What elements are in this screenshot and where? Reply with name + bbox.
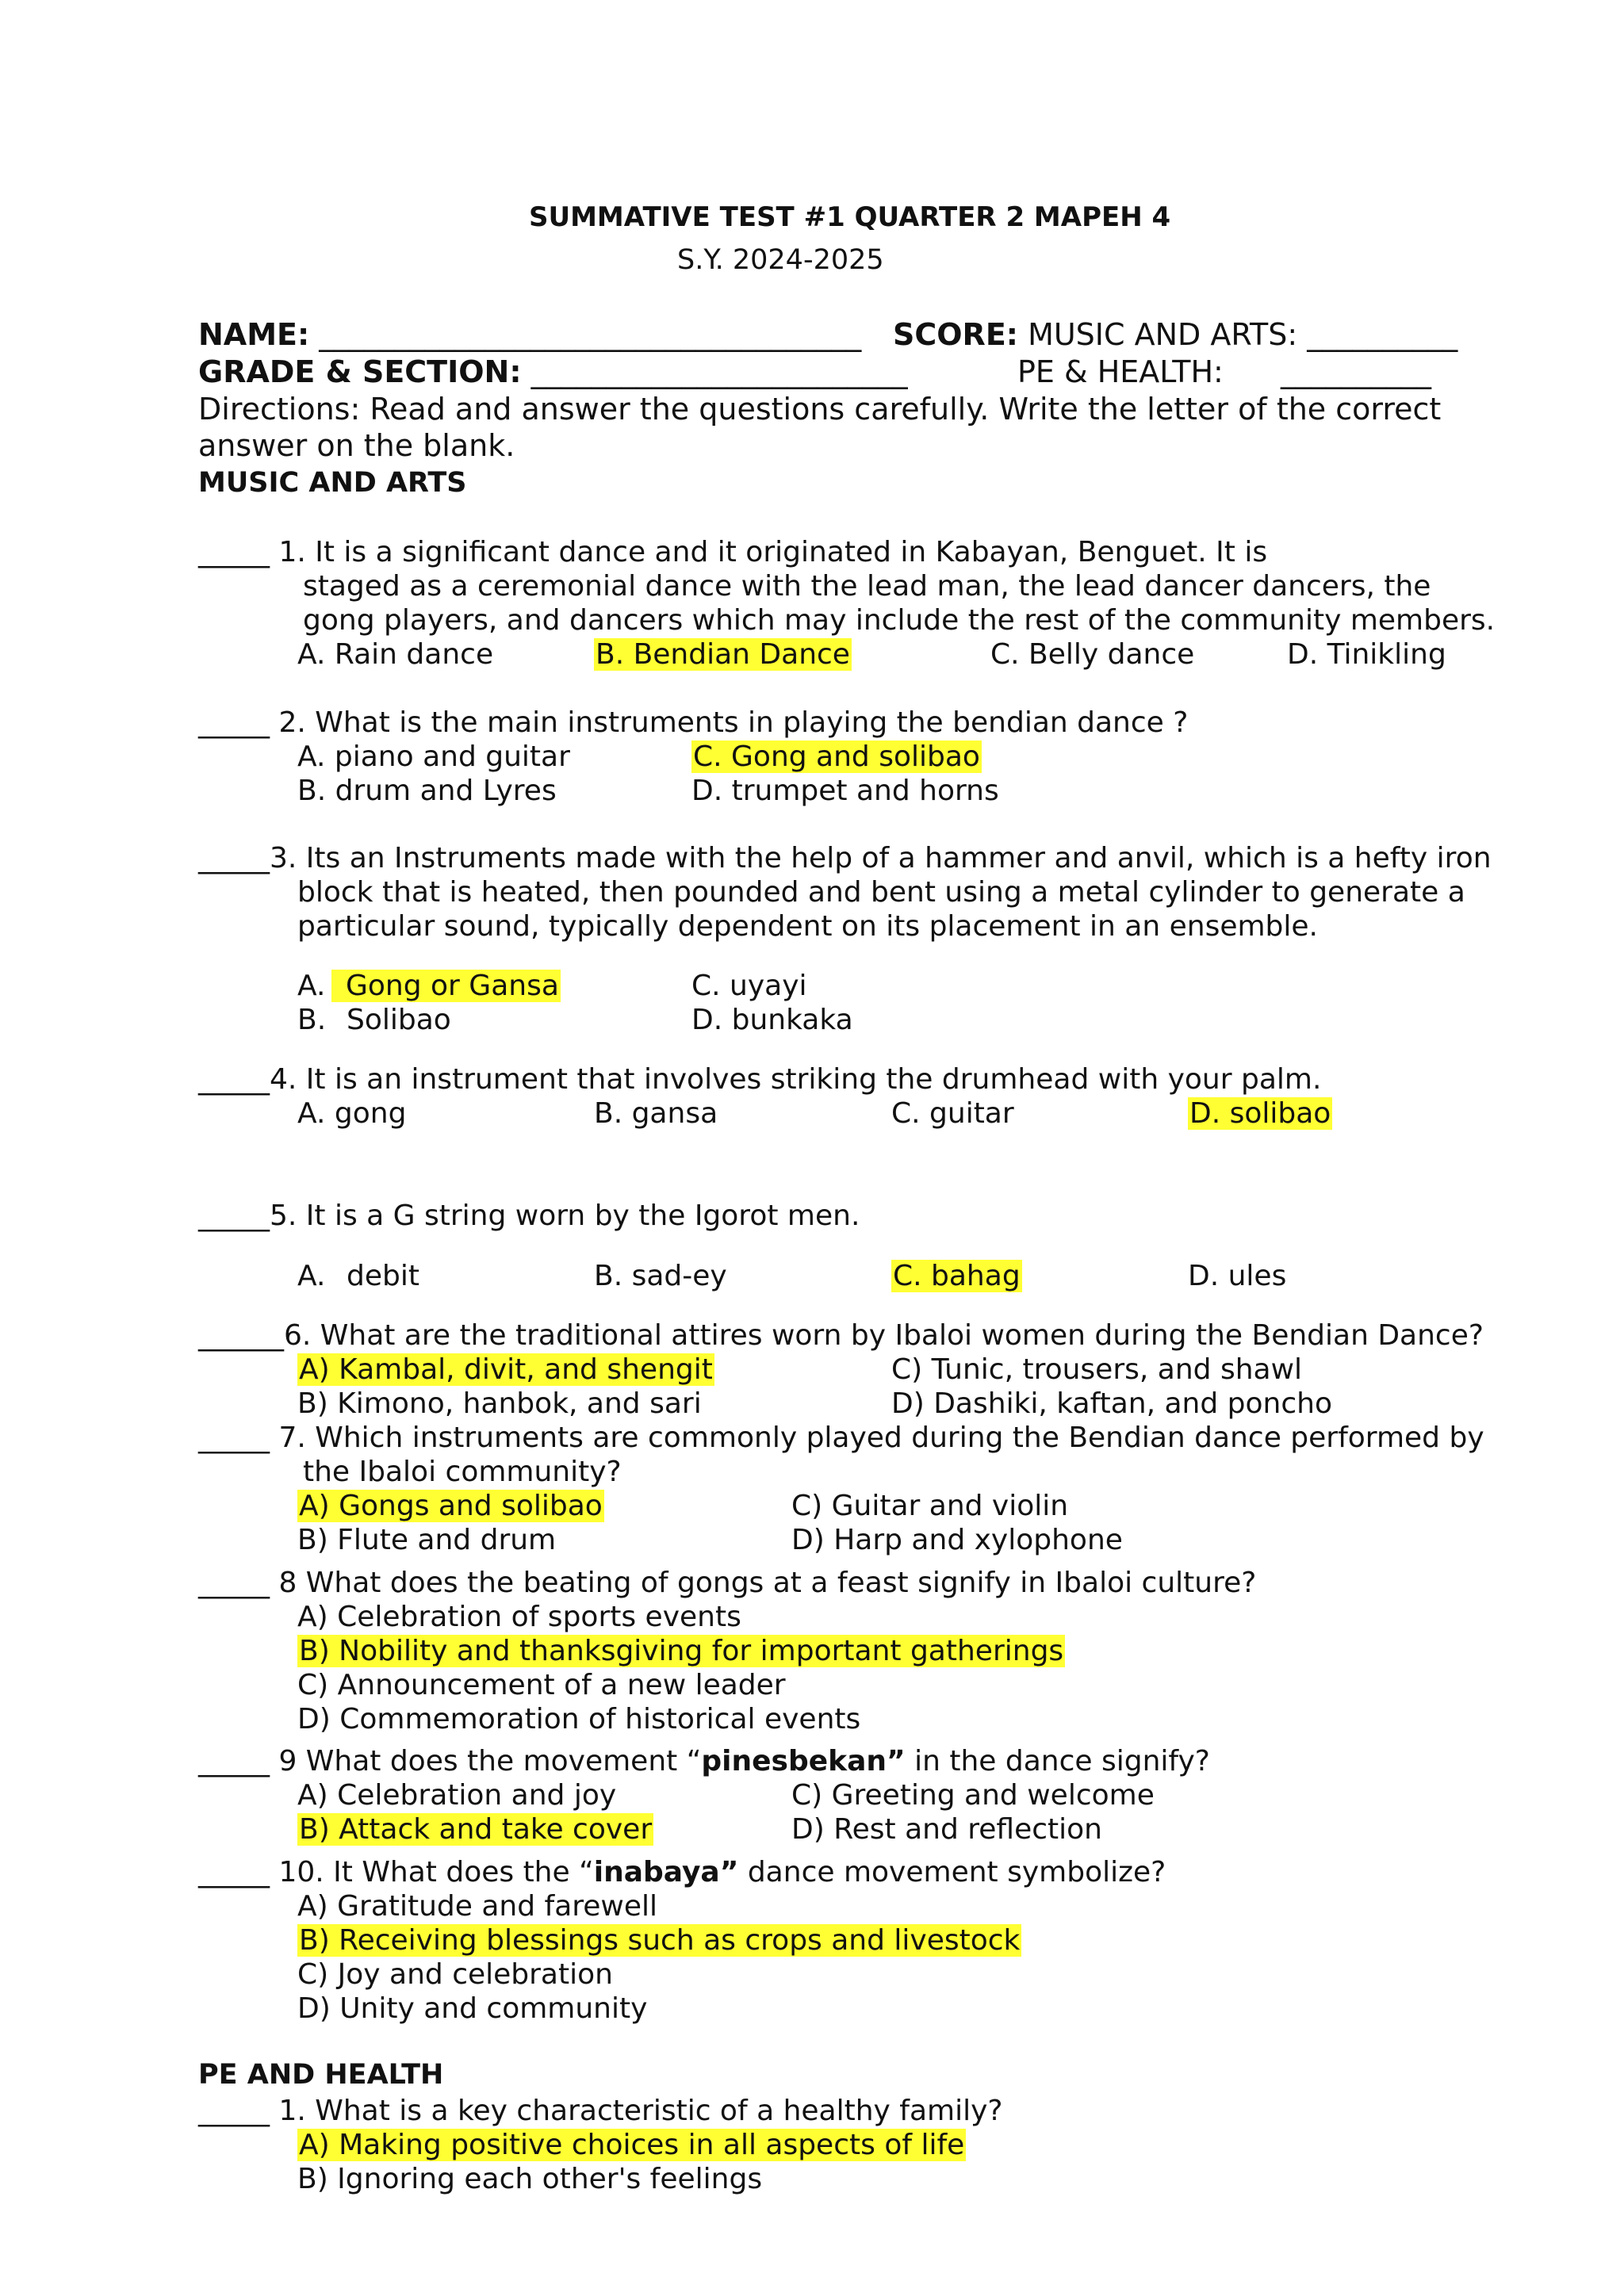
q10-term: inabaya”: [593, 1856, 739, 1888]
name-blank[interactable]: ____________________________________: [319, 317, 862, 352]
q4-option-b: B. gansa: [594, 1097, 718, 1130]
q3-option-b: Solibao: [347, 1004, 451, 1036]
q3-line-2: block that is heated, then pounded and bent using a metal cylinder to generate a: [297, 876, 1465, 909]
pe1-line-1: _____ 1. What is a key characteristic of a healthy family?: [198, 2095, 1003, 2127]
pe1-option-a: A) Making positive choices in all aspects of life: [299, 2129, 965, 2161]
q9-term: pinesbekan”: [701, 1745, 906, 1777]
q9-text-post: in the dance signify?: [905, 1745, 1210, 1777]
name-label: NAME:: [198, 317, 310, 352]
q1-line-1: _____ 1. It is a significant dance and it originated in Kabayan, Benguet. It is: [198, 536, 1268, 568]
q7-option-b: B) Flute and drum: [297, 1524, 557, 1556]
section-music-arts: MUSIC AND ARTS: [198, 467, 467, 499]
pe-health-score-blank[interactable]: __________: [1281, 354, 1431, 389]
q3-option-b-letter: B.: [297, 1004, 327, 1036]
pe-health-score-label: PE & HEALTH:: [1017, 354, 1224, 389]
q10-option-a: A) Gratitude and farewell: [297, 1890, 658, 1923]
q7-line-2: the Ibaloi community?: [303, 1456, 622, 1488]
q3-option-a-letter: A.: [297, 970, 326, 1002]
q6-option-a: A) Kambal, divit, and shengit: [299, 1353, 713, 1386]
q3-option-c: C. uyayi: [691, 970, 807, 1002]
q1-option-d: D. Tinikling: [1287, 638, 1446, 671]
q8-option-b: B) Nobility and thanksgiving for important gatherings: [299, 1635, 1064, 1667]
directions-line-1: Directions: Read and answer the questions carefully. Write the letter of the correct: [198, 392, 1442, 427]
q9-option-a: A) Celebration and joy: [297, 1779, 617, 1812]
grade-blank[interactable]: _________________________: [530, 354, 908, 389]
q8-option-a: A) Celebration of sports events: [297, 1601, 741, 1633]
q5-line-1: _____5. It is a G string worn by the Igorot men.: [198, 1200, 860, 1232]
score-row: [893, 317, 1457, 352]
q2-option-b: B. drum and Lyres: [297, 775, 557, 807]
q10-option-b: B) Receiving blessings such as crops and livestock: [299, 1924, 1021, 1957]
q7-option-c: C) Guitar and violin: [791, 1490, 1069, 1522]
q6-line-1: ______6. What are the traditional attires worn by Ibaloi women during the Bendian Dance?: [198, 1319, 1484, 1352]
q10-line-1: [198, 1855, 1166, 1889]
q10-text-post: dance movement symbolize?: [738, 1856, 1166, 1888]
q6-option-c: C) Tunic, trousers, and shawl: [891, 1353, 1303, 1386]
name-row: [198, 317, 861, 352]
q3-line-3: particular sound, typically dependent on its placement in an ensemble.: [297, 910, 1318, 943]
grade-label: GRADE & SECTION:: [198, 354, 522, 389]
q5-option-a-letter: A.: [297, 1260, 326, 1292]
q9-option-b: B) Attack and take cover: [299, 1813, 653, 1846]
q1-option-a: A. Rain dance: [297, 638, 494, 671]
q5-option-a: debit: [347, 1260, 419, 1292]
q7-line-1: _____ 7. Which instruments are commonly played during the Bendian dance performed by: [198, 1422, 1484, 1454]
q2-line-1: _____ 2. What is the main instruments in playing the bendian dance ?: [198, 706, 1189, 739]
q6-option-b: B) Kimono, hanbok, and sari: [297, 1387, 702, 1420]
school-year: S.Y. 2024-2025: [677, 244, 884, 276]
q9-text-pre: _____ 9 What does the movement “: [198, 1745, 702, 1777]
q7-option-a: A) Gongs and solibao: [299, 1490, 603, 1522]
q8-option-c: C) Announcement of a new leader: [297, 1669, 786, 1701]
q5-option-d: D. ules: [1188, 1260, 1287, 1292]
q4-option-d: D. solibao: [1189, 1097, 1331, 1130]
q3-option-d: D. bunkaka: [691, 1004, 853, 1036]
q9-line-1: [198, 1744, 1210, 1778]
q9-option-d: D) Rest and reflection: [791, 1813, 1102, 1846]
q8-option-d: D) Commemoration of historical events: [297, 1703, 861, 1735]
page-title: SUMMATIVE TEST #1 QUARTER 2 MAPEH 4: [529, 201, 1171, 233]
grade-row: [198, 354, 908, 389]
q3-option-a: Gong or Gansa: [331, 970, 561, 1002]
q4-line-1: _____4. It is an instrument that involves striking the drumhead with your palm.: [198, 1063, 1322, 1096]
pe1-option-b: B) Ignoring each other's feelings: [297, 2163, 763, 2195]
score-label: SCORE:: [893, 317, 1018, 352]
q6-option-d: D) Dashiki, kaftan, and poncho: [891, 1387, 1332, 1420]
q10-text-pre: _____ 10. It What does the “: [198, 1856, 594, 1888]
q8-line-1: _____ 8 What does the beating of gongs at a feast signify in Ibaloi culture?: [198, 1567, 1257, 1599]
q10-option-c: C) Joy and celebration: [297, 1958, 613, 1991]
q2-option-d: D. trumpet and horns: [691, 775, 999, 807]
music-arts-score[interactable]: MUSIC AND ARTS: __________: [1028, 317, 1458, 352]
q1-line-3: gong players, and dancers which may include the rest of the community members.: [303, 604, 1496, 637]
q4-option-c: C. guitar: [891, 1097, 1014, 1130]
q3-line-1: _____3. Its an Instruments made with the help of a hammer and anvil, which is a hefty iron: [198, 842, 1492, 874]
q9-option-c: C) Greeting and welcome: [791, 1779, 1155, 1812]
q1-line-2: staged as a ceremonial dance with the lead man, the lead dancer dancers, the: [303, 570, 1431, 603]
directions-line-2: answer on the blank.: [198, 428, 515, 463]
q5-option-b: B. sad-ey: [594, 1260, 727, 1292]
q4-option-a: A. gong: [297, 1097, 407, 1130]
q7-option-d: D) Harp and xylophone: [791, 1524, 1123, 1556]
q1-option-b: B. Bendian Dance: [596, 638, 850, 671]
q1-option-c: C. Belly dance: [990, 638, 1195, 671]
section-pe-health: PE AND HEALTH: [198, 2059, 444, 2091]
q2-option-c: C. Gong and solibao: [693, 740, 980, 773]
q10-option-d: D) Unity and community: [297, 1992, 648, 2025]
q2-option-a: A. piano and guitar: [297, 740, 570, 773]
q5-option-c: C. bahag: [893, 1260, 1021, 1292]
